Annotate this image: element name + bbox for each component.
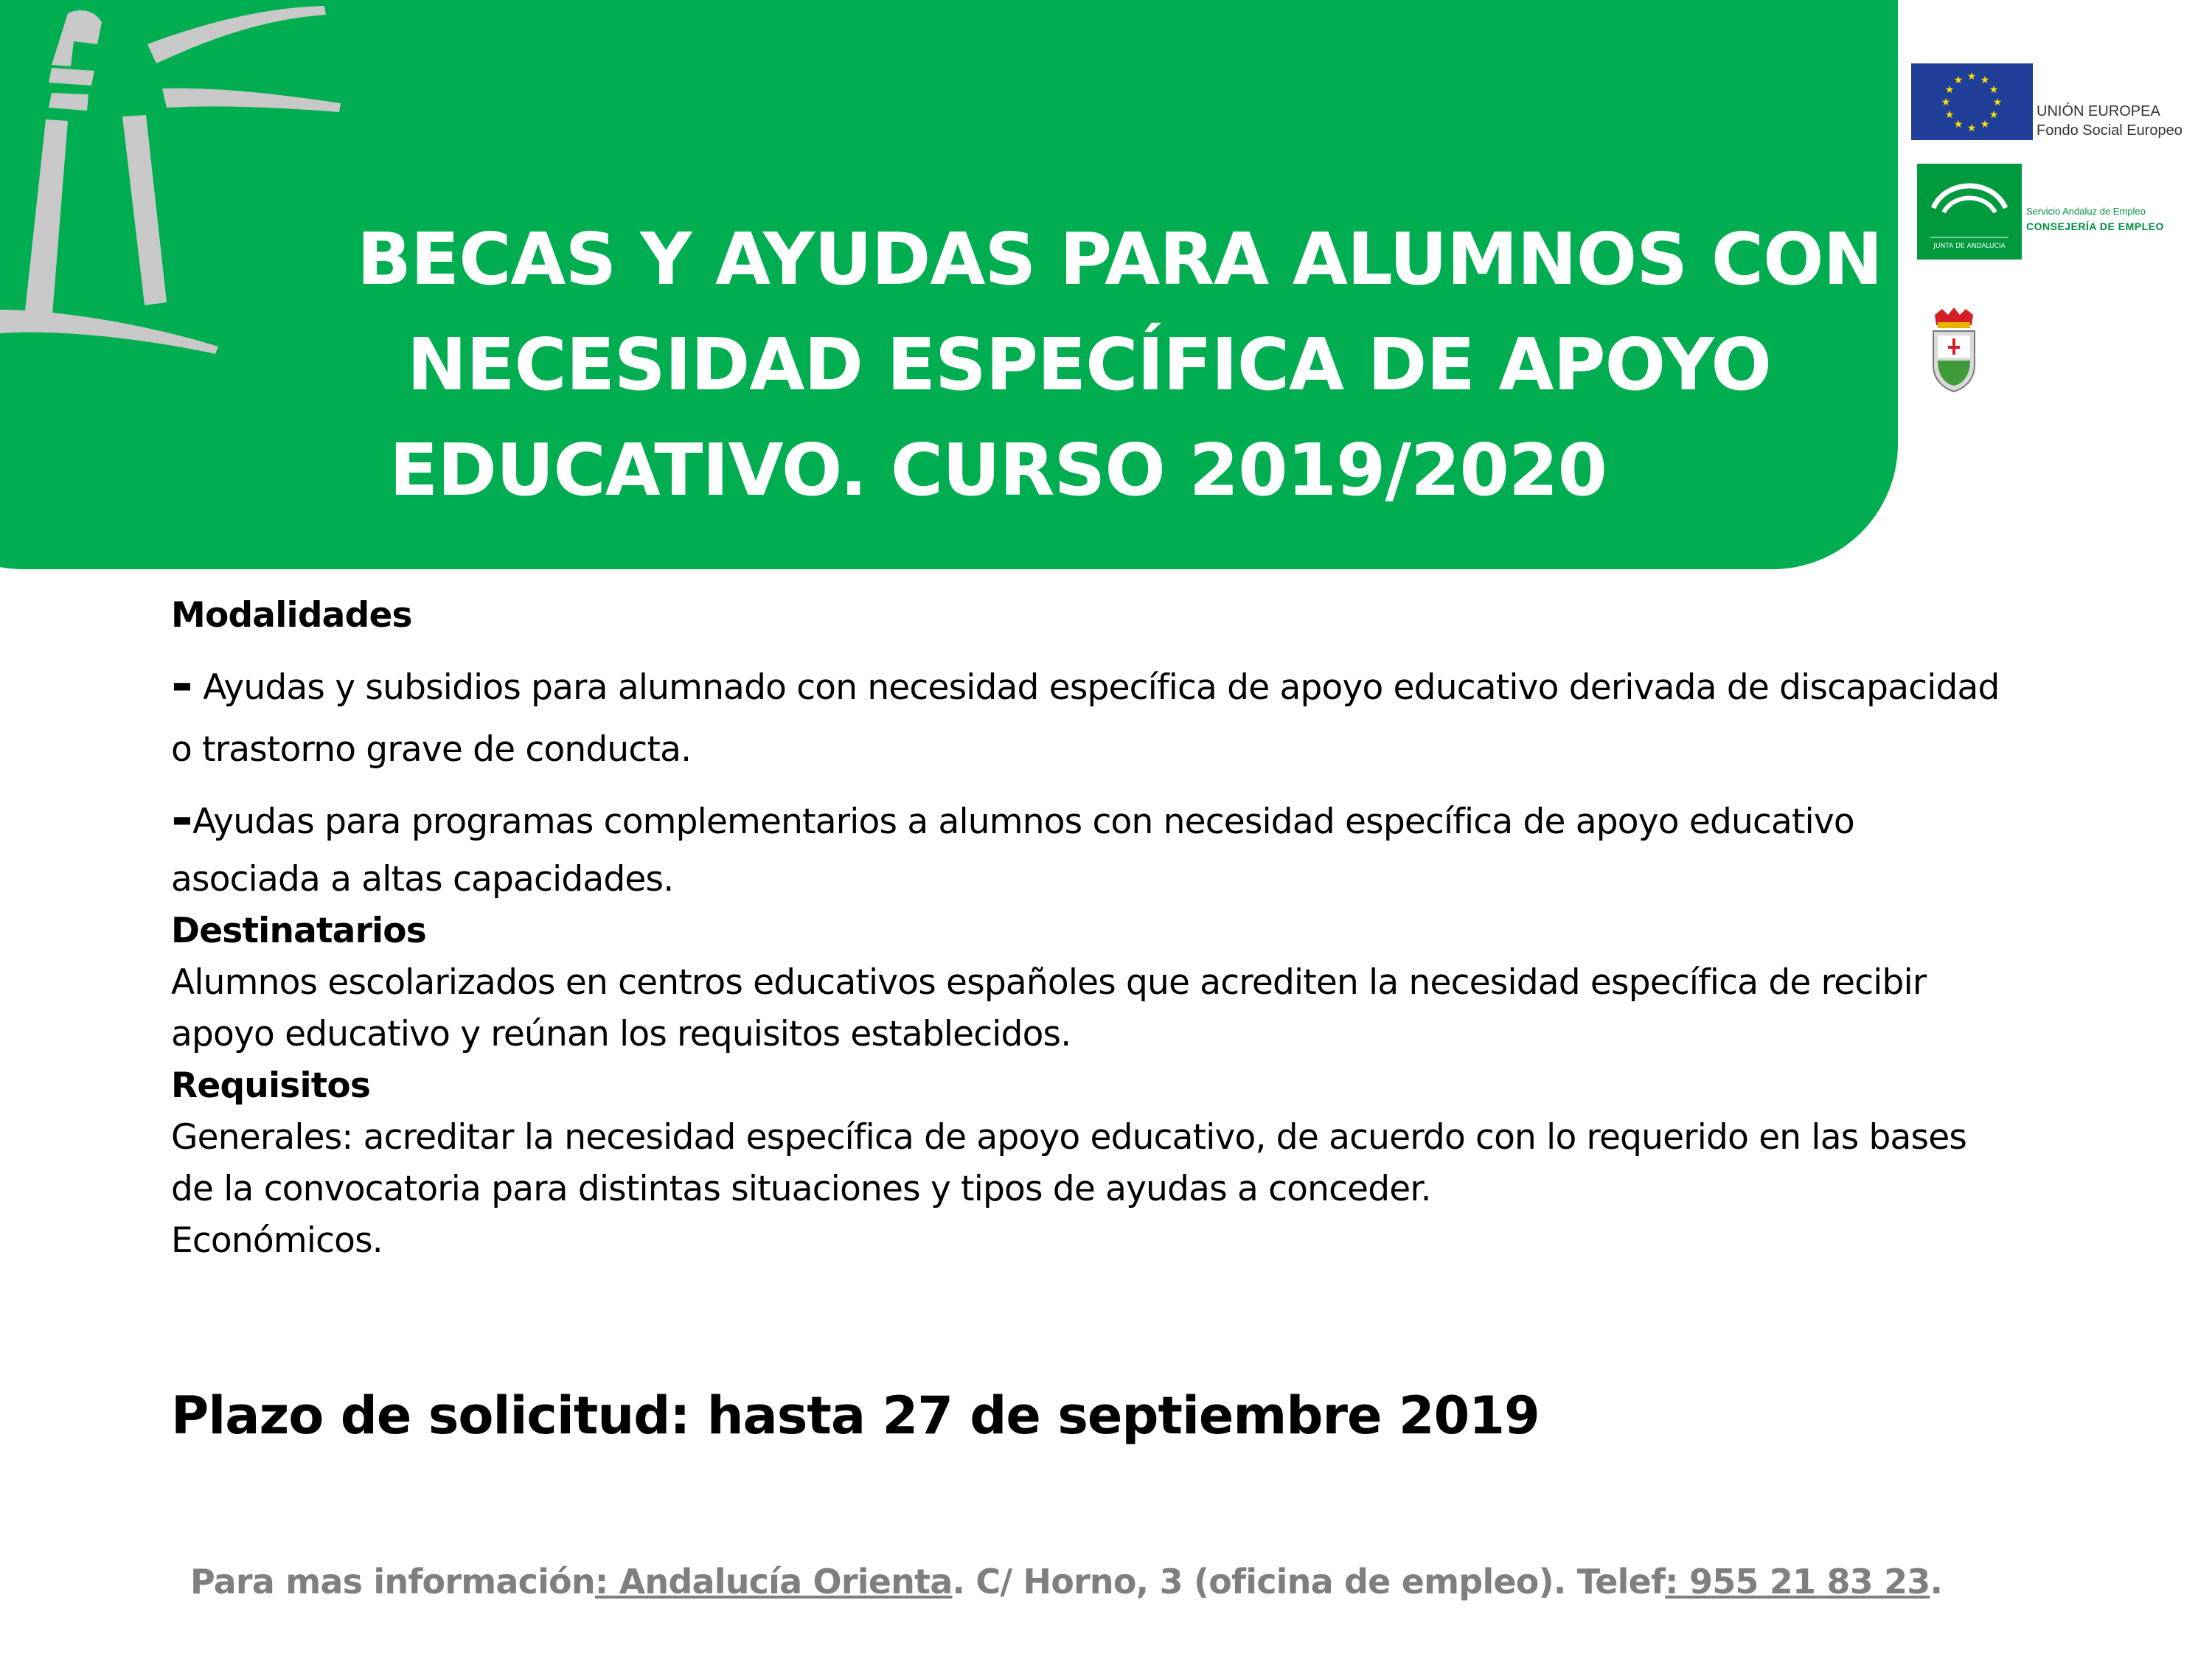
svg-text:★: ★ xyxy=(1944,109,1955,121)
junta-logo-text xyxy=(2026,204,2164,234)
bullet-dash: - xyxy=(171,787,193,849)
footer-phone-link[interactable]: : 955 21 83 23 xyxy=(1665,1562,1930,1601)
footer-contact xyxy=(190,1556,1942,1607)
svg-text:★: ★ xyxy=(1992,97,2003,108)
requisitos-heading: Requisitos xyxy=(171,1065,371,1106)
svg-text:★: ★ xyxy=(1941,97,1951,108)
eu-logo-text xyxy=(2037,102,2183,140)
modalidad-2-line-1 xyxy=(171,787,2088,849)
junta-small-label: JUNTA DE ANDALUCIA xyxy=(1933,243,2006,250)
junta-andalucia-logo-icon xyxy=(1917,164,2022,260)
title-line-1: BECAS Y AYUDAS PARA ALUMNOS CON xyxy=(357,218,1882,301)
modalidad-1-text: Ayudas y subsidios para alumnado con necesidad específica de apoyo educativo derivada de discapacidad xyxy=(192,667,2000,708)
modalidad-2-text: Ayudas para programas complementarios a alumnos con necesidad específica de apoyo educativo xyxy=(192,801,1854,842)
footer-end: . xyxy=(1930,1562,1943,1601)
footer-org-link[interactable]: : Andalucía Orienta xyxy=(594,1562,953,1601)
document-body xyxy=(171,590,2088,1267)
deadline-text: Plazo de solicitud: hasta 27 de septiembre 2019 xyxy=(171,1385,1540,1446)
destinatarios-line-2: apoyo educativo y reúnan los requisitos establecidos. xyxy=(171,1014,1071,1054)
svg-text:★: ★ xyxy=(1989,109,1999,121)
eu-line-2: Fondo Social Europeo xyxy=(2037,122,2183,139)
modalidad-1-line-1 xyxy=(171,653,2088,714)
modalidad-1-line-2: o trastorno grave de conducta. xyxy=(171,729,692,770)
page-title xyxy=(347,206,1895,523)
bullet-dash: - xyxy=(171,653,193,714)
destinatarios-heading: Destinatarios xyxy=(171,911,426,951)
title-line-3: EDUCATIVO. CURSO 2019/2020 xyxy=(389,428,1607,512)
svg-text:★: ★ xyxy=(1953,74,1964,86)
requisitos-line-2: de la convocatoria para distintas situaciones y tipos de ayudas a conceder. xyxy=(171,1169,1431,1209)
svg-text:★: ★ xyxy=(1980,119,1990,131)
junta-line-2: CONSEJERÍA DE EMPLEO xyxy=(2026,220,2164,232)
footer-address: . C/ Horno, 3 (oficina de empleo). Telef xyxy=(952,1562,1666,1601)
title-line-2: NECESIDAD ESPECÍFICA DE APOYO xyxy=(407,323,1771,406)
coat-of-arms-icon xyxy=(1927,306,1980,394)
lighthouse-icon xyxy=(0,0,347,369)
eu-flag-icon xyxy=(1911,63,2033,140)
eu-line-1: UNIÓN EUROPEA xyxy=(2037,103,2160,119)
destinatarios-line-1: Alumnos escolarizados en centros educativos españoles que acrediten la necesidad específica de recibir xyxy=(171,962,1927,1003)
svg-text:★: ★ xyxy=(1966,71,1977,83)
requisitos-line-3: Económicos. xyxy=(171,1220,383,1261)
modalidades-heading: Modalidades xyxy=(171,595,412,636)
modalidad-2-line-2: asociada a altas capacidades. xyxy=(171,859,674,900)
svg-text:★: ★ xyxy=(1953,119,1964,131)
requisitos-line-1: Generales: acreditar la necesidad específica de apoyo educativo, de acuerdo con lo requerido en las bases xyxy=(171,1117,1967,1158)
svg-text:★: ★ xyxy=(1966,122,1977,134)
junta-line-1: Servicio Andaluz de Empleo xyxy=(2026,206,2146,217)
svg-text:★: ★ xyxy=(1989,84,1999,96)
footer-prefix: Para mas información xyxy=(190,1562,595,1601)
svg-text:★: ★ xyxy=(1980,74,1990,86)
svg-text:★: ★ xyxy=(1944,84,1955,96)
